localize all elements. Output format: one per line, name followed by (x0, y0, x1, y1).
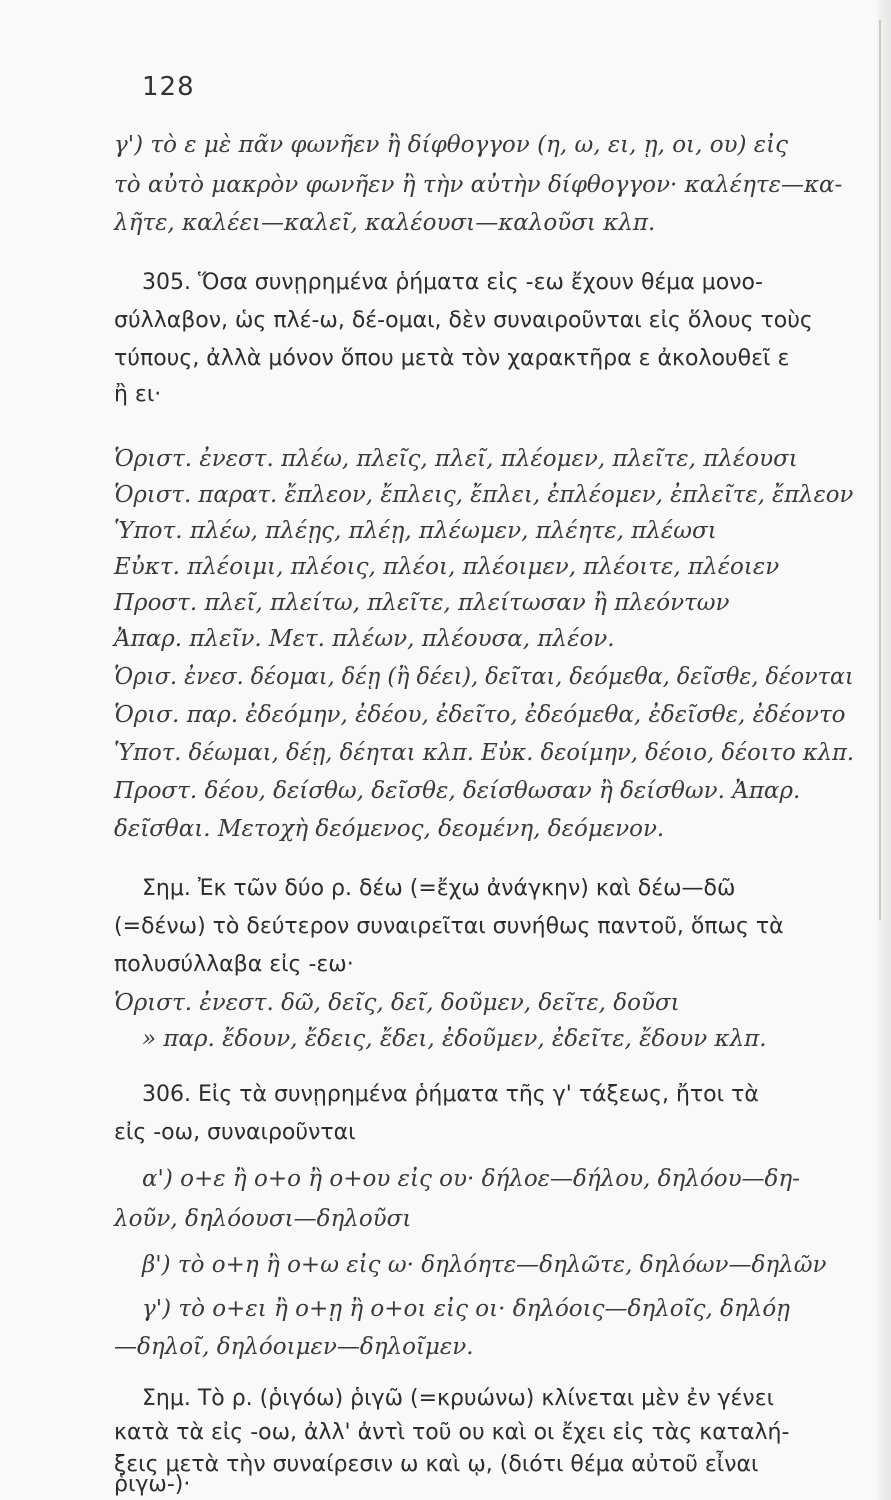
note-line: Σημ. Ἐκ τῶν δύο ρ. δέω (=ἔχω ἀνάγκην) καὶ δέω—δῶ (142, 876, 736, 901)
text-line: λῆτε, καλέει—καλεῖ, καλέουσι—καλοῦσι κλπ. (114, 210, 656, 236)
paradigm-line: Ὁρισ. ἐνεσ. δέομαι, δέῃ (ἢ δέει), δεῖται, δεόμεθα, δεῖσθε, δέονται (114, 664, 854, 690)
note-line: κατὰ τὰ εἰς -οω, ἀλλ' ἀντὶ τοῦ ου καὶ οι ἔχει εἰς τὰς καταλή- (114, 1420, 790, 1445)
paradigm-line: Ὑποτ. πλέω, πλέῃς, πλέῃ, πλέωμεν, πλέητε, πλέωσι (114, 518, 717, 544)
text-line: γ') τὸ ε μὲ πᾶν φωνῆεν ἢ δίφθογγον (η, ω, ει, ῃ, οι, ου) εἰς (114, 132, 789, 158)
paradigm-line: Προστ. πλεῖ, πλείτω, πλεῖτε, πλείτωσαν ἢ πλεόντων (114, 590, 730, 616)
rule-line: λοῦν, δηλόουσι—δηλοῦσι (114, 1206, 412, 1232)
paradigm-line: Ὑποτ. δέωμαι, δέῃ, δέηται κλπ. Εὐκ. δεοίμην, δέοιο, δέοιτο κλπ. (114, 740, 855, 766)
paradigm-line: Ὁρισ. παρ. ἐδεόμην, ἐδέου, ἐδεῖτο, ἐδεόμεθα, ἐδεῖσθε, ἐδέοντο (114, 702, 846, 728)
note-line: Σημ. Τὸ ρ. (ῥιγόω) ῥιγῶ (=κρυώνω) κλίνεται μὲν ἐν γένει (142, 1386, 775, 1411)
paradigm-line: » παρ. ἔδουν, ἔδεις, ἔδει, ἐδοῦμεν, ἐδεῖτε, ἔδουν κλπ. (142, 1026, 767, 1052)
page-edge-line (879, 20, 881, 920)
paradigm-line: Ὁριστ. παρατ. ἔπλεον, ἔπλεις, ἔπλει, ἐπλέομεν, ἐπλεῖτε, ἔπλεον (114, 482, 854, 508)
text-line: ἢ ει· (114, 382, 162, 407)
paradigm-line: Εὐκτ. πλέοιμι, πλέοις, πλέοι, πλέοιμεν, πλέοιτε, πλέοιεν (114, 554, 780, 580)
section-306-line: 306. Εἰς τὰ συνῃρημένα ῥήματα τῆς γ' τάξεως, ἤτοι τὰ (142, 1082, 759, 1107)
section-305-line: 305. Ὅσα συνῃρημένα ῥήματα εἰς -εω ἔχουν θέμα μονο- (142, 270, 763, 295)
paradigm-line: Προστ. δέου, δείσθω, δεῖσθε, δείσθωσαν ἢ δείσθων. Ἀπαρ. (114, 778, 801, 804)
paradigm-line: Ἀπαρ. πλεῖν. Μετ. πλέων, πλέουσα, πλέον. (114, 626, 615, 652)
note-line: πολυσύλλαβα εἰς -εω· (114, 952, 354, 977)
note-line: (=δένω) τὸ δεύτερον συναιρεῖται συνήθως παντοῦ, ὅπως τὰ (114, 914, 784, 939)
paradigm-line: δεῖσθαι. Μετοχὴ δεόμενος, δεομένη, δεόμενον. (114, 816, 665, 842)
text-line: εἰς -οω, συναιροῦνται (114, 1120, 356, 1145)
rule-line: β') τὸ ο+η ἢ ο+ω εἰς ω· δηλόητε—δηλῶτε, δηλόων—δηλῶν (142, 1252, 827, 1278)
text-line: σύλλαβον, ὡς πλέ-ω, δέ-ομαι, δὲν συναιροῦνται εἰς ὅλους τοὺς (114, 308, 813, 333)
rule-line: γ') τὸ ο+ει ἢ ο+ῃ ἢ ο+οι εἰς οι· δηλόοις—δηλοῖς, δηλόῃ (142, 1296, 790, 1322)
paradigm-line: Ὁριστ. ἐνεστ. δῶ, δεῖς, δεῖ, δοῦμεν, δεῖτε, δοῦσι (114, 990, 680, 1016)
page-number: 128 (142, 72, 195, 102)
paradigm-line: Ὁριστ. ἐνεστ. πλέω, πλεῖς, πλεῖ, πλέομεν, πλεῖτε, πλέουσι (114, 446, 798, 472)
note-line: ῥιγω-)· (114, 1472, 191, 1497)
note-line: ξεις μετὰ τὴν συναίρεσιν ω καὶ ῳ, (διότι θέμα αὐτοῦ εἶναι (114, 1452, 759, 1477)
text-line: τὸ αὐτὸ μακρὸν φωνῆεν ἢ τὴν αὐτὴν δίφθογγον· καλέητε—κα- (114, 172, 843, 198)
rule-line: α') ο+ε ἢ ο+ο ἢ ο+ου εἰς ου· δήλοε—δήλου, δηλόου—δη- (142, 1166, 800, 1192)
text-line: τύπους, ἀλλὰ μόνον ὅπου μετὰ τὸν χαρακτῆρα ε ἀκολουθεῖ ε (114, 346, 790, 371)
rule-line: —δηλοῖ, δηλόοιμεν—δηλοῖμεν. (114, 1334, 474, 1360)
